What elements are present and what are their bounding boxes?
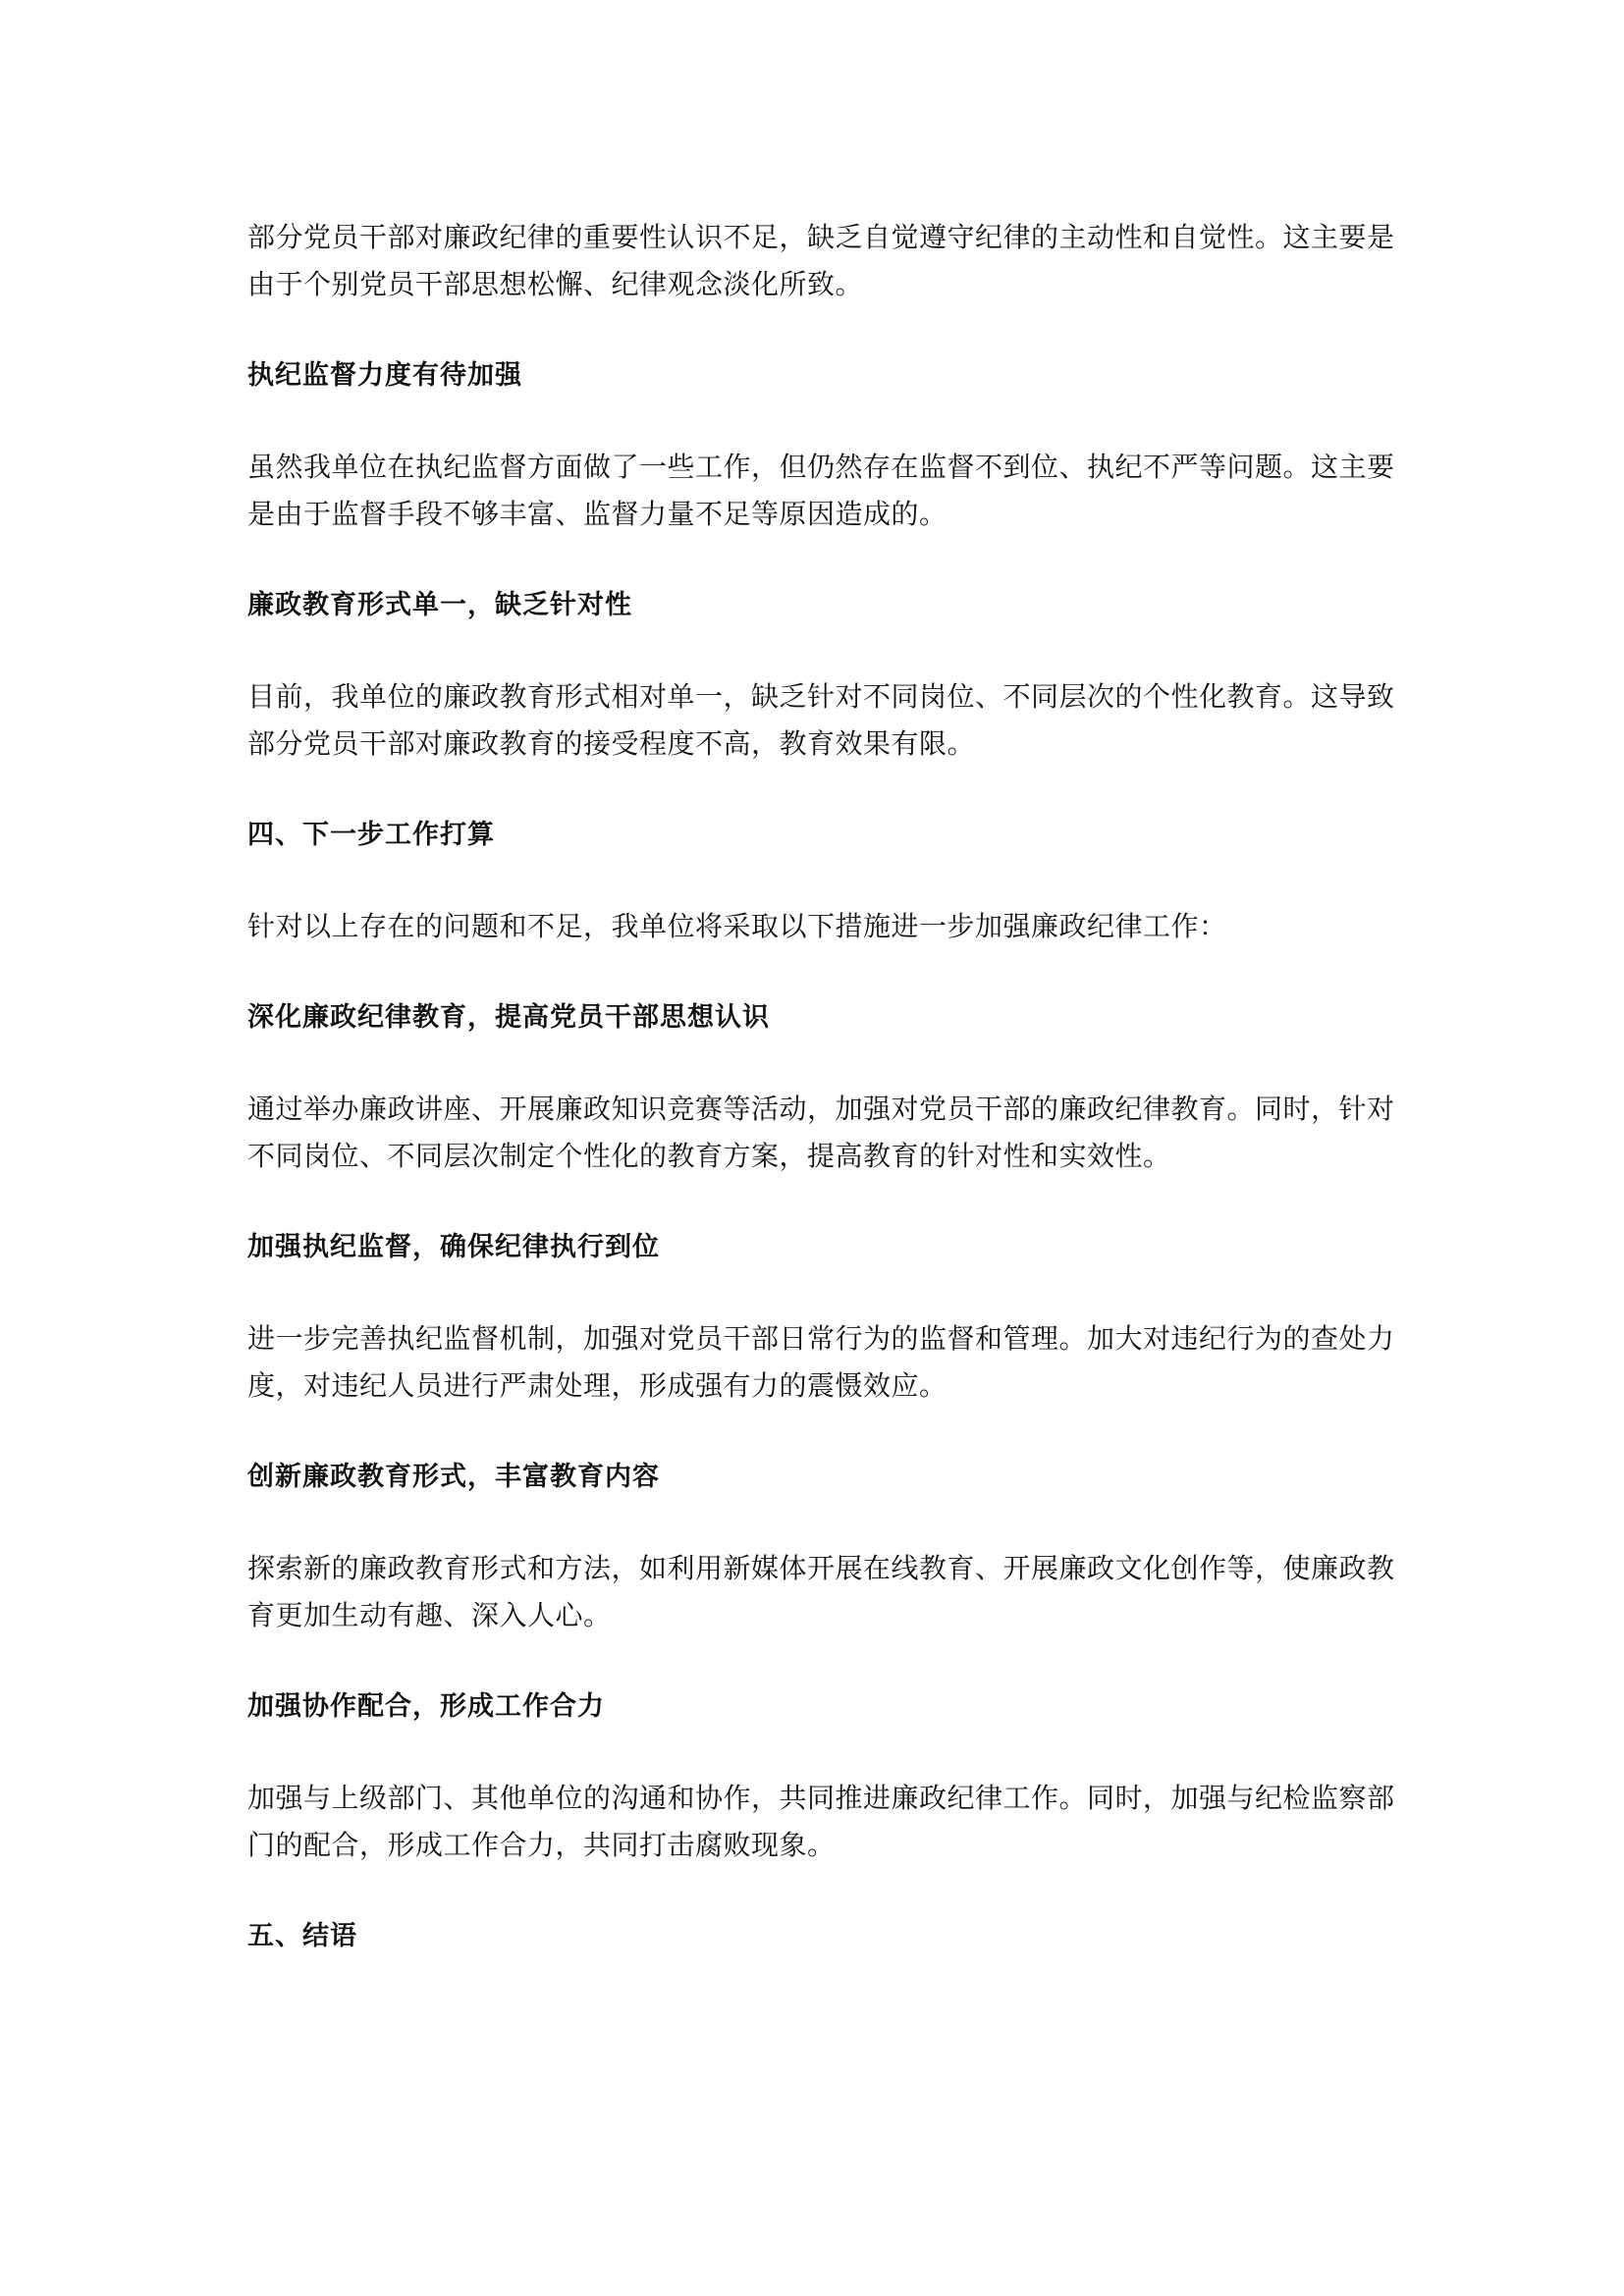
heading-deepen-education: 深化廉政纪律教育，提高党员干部思想认识 <box>247 1002 770 1033</box>
heading-supervision-weak: 执纪监督力度有待加强 <box>247 360 522 391</box>
heading-education-form: 廉政教育形式单一，缺乏针对性 <box>247 590 632 620</box>
document-body <box>247 214 1396 2004</box>
heading-section-five: 五、结语 <box>247 1921 357 1951</box>
paragraph-measures-intro: 针对以上存在的问题和不足，我单位将采取以下措施进一步加强廉政纪律工作： <box>247 910 1227 942</box>
heading-cooperation: 加强协作配合，形成工作合力 <box>247 1691 605 1722</box>
paragraph-innovate-education: 探索新的廉政教育形式和方法，如利用新媒体开展在线教育、开展廉政文化创作等，使廉政教育更加生动有趣、深入人心。 <box>247 1552 1395 1631</box>
paragraph-supervision-problem: 虽然我单位在执纪监督方面做了一些工作，但仍然存在监督不到位、执纪不严等问题。这主要是由于监督手段不够丰富、监督力量不足等原因造成的。 <box>247 451 1395 530</box>
paragraph-strengthen-supervision: 进一步完善执纪监督机制，加强对党员干部日常行为的监督和管理。加大对违纪行为的查处力度，对违纪人员进行严肃处理，形成强有力的震慑效应。 <box>247 1322 1395 1402</box>
paragraph-deepen-education: 通过举办廉政讲座、开展廉政知识竞赛等活动，加强对党员干部的廉政纪律教育。同时，针对不同岗位、不同层次制定个性化的教育方案，提高教育的针对性和实效性。 <box>247 1093 1395 1172</box>
paragraph-awareness-problem: 部分党员干部对廉政纪律的重要性认识不足，缺乏自觉遵守纪律的主动性和自觉性。这主要是由于个别党员干部思想松懈、纪律观念淡化所致。 <box>247 221 1395 300</box>
heading-strengthen-supervision: 加强执纪监督，确保纪律执行到位 <box>247 1232 660 1262</box>
paragraph-education-problem: 目前，我单位的廉政教育形式相对单一，缺乏针对不同岗位、不同层次的个性化教育。这导致部分党员干部对廉政教育的接受程度不高，教育效果有限。 <box>247 680 1395 760</box>
paragraph-cooperation: 加强与上级部门、其他单位的沟通和协作，共同推进廉政纪律工作。同时，加强与纪检监察部门的配合，形成工作合力，共同打击腐败现象。 <box>247 1782 1395 1861</box>
heading-section-four: 四、下一步工作打算 <box>247 820 495 850</box>
heading-innovate-education: 创新廉政教育形式，丰富教育内容 <box>247 1462 660 1492</box>
